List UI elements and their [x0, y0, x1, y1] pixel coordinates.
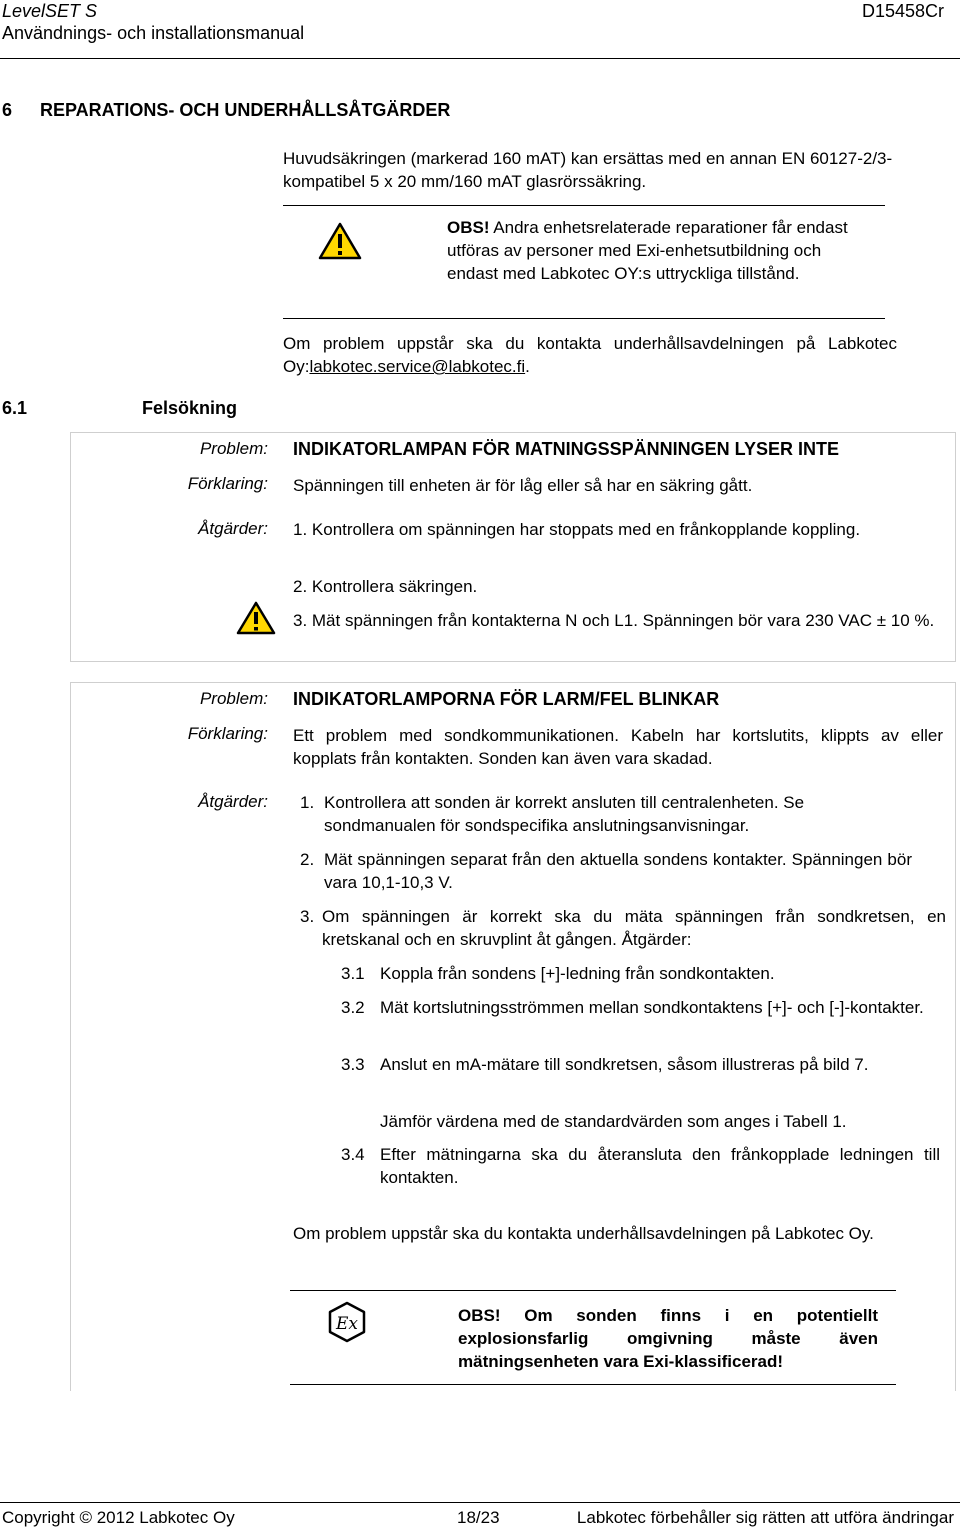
- ex-note-text: OBS! Om sonden finns i en potentiellt explosionsfarlig omgivning måste även mätningsenheten vara Exi-klassificerad!: [458, 1306, 878, 1371]
- problem-1-actions-label: Åtgärder:: [198, 519, 268, 538]
- warning-top-rule: [283, 205, 885, 206]
- problem-1-title: INDIKATORLAMPAN FÖR MATNINGSSPÄNNINGEN LYSER INTE: [293, 439, 840, 459]
- problem-1-action-1: 1. Kontrollera om spänningen har stoppats med en frånkopplande koppling.: [293, 520, 861, 539]
- ex-icon-text: Ex: [336, 1314, 358, 1334]
- footer-page-number: 18/23: [457, 1508, 500, 1527]
- subsection-number: 6.1: [2, 398, 28, 418]
- p2-step-3-3-note: Jämför värdena med de standardvärden som anges i Tabell 1.: [380, 1112, 847, 1131]
- warning-triangle-icon: [236, 601, 276, 635]
- ex-note-top-rule: [290, 1290, 896, 1291]
- warning-triangle-icon: [318, 222, 362, 260]
- contact-paragraph: [283, 332, 897, 378]
- p2-contact: Om problem uppstår ska du kontakta underhållsavdelningen på Labkotec Oy.: [293, 1224, 874, 1243]
- service-email-link[interactable]: labkotec.service@labkotec.fi: [309, 357, 526, 376]
- footer-rule: [0, 1502, 960, 1503]
- problem-2-explanation: Ett problem med sondkommunikationen. Kabeln har kortslutits, klippts av eller kopplats från kontakten. Sonden kan även vara skadad.: [293, 726, 943, 768]
- ex-hexagon-icon: [326, 1301, 368, 1343]
- document-id: D15458Cr: [861, 1, 944, 21]
- ex-note-bottom-rule: [290, 1384, 896, 1385]
- section-number: 6: [2, 100, 13, 120]
- p2-step-3-3-text: Anslut en mA-mätare till sondkretsen, såsom illustreras på bild 7.: [380, 1055, 869, 1074]
- subsection-title: Felsökning: [142, 398, 238, 418]
- warning-bottom-rule: [283, 318, 885, 319]
- warning-paragraph: [447, 216, 867, 285]
- p2-step-3-4-num: 3.4: [341, 1145, 365, 1164]
- footer-rights: Labkotec förbehåller sig rätten att utföra ändringar: [576, 1508, 954, 1527]
- problem-1-action-3: 3. Mät spänningen från kontakterna N och L1. Spänningen bör vara 230 VAC ± 10 %.: [293, 611, 935, 630]
- problem-2-title: INDIKATORLAMPORNA FÖR LARM/FEL BLINKAR: [293, 689, 720, 709]
- p2-step-3-2-num: 3.2: [341, 998, 365, 1017]
- p2-action-1-num: 1.: [300, 793, 315, 812]
- footer-copyright: Copyright © 2012 Labkotec Oy: [2, 1508, 235, 1527]
- p2-action-1-text: Kontrollera att sonden är korrekt ansluten till centralenheten. Se sondmanualen för sondspecifika anslutningsanvisningar.: [324, 793, 805, 835]
- header-rule: [0, 58, 960, 59]
- p2-step-3-4-text: Efter mätningarna ska du återansluta den frånkopplade ledningen till kontakten.: [380, 1145, 940, 1187]
- problem-2-actions-label: Åtgärder:: [198, 792, 268, 811]
- problem-2-box: [70, 682, 956, 1391]
- problem-1-explanation-label: Förklaring:: [187, 474, 268, 493]
- p2-action-3-num: 3.: [300, 907, 315, 926]
- p2-step-3-2-text: Mät kortslutningsströmmen mellan sondkontaktens [+]- och [-]-kontakter.: [380, 998, 924, 1017]
- problem-2-explanation-label: Förklaring:: [187, 724, 268, 743]
- document-subtitle: Användnings- och installationsmanual: [2, 23, 305, 43]
- section-title: REPARATIONS- OCH UNDERHÅLLSÅTGÄRDER: [40, 100, 451, 120]
- product-name: LevelSET S: [2, 1, 98, 21]
- p2-action-2-text: Mät spänningen separat från den aktuella sondens kontakter. Spänningen bör vara 10,1-10,3 V.: [324, 850, 912, 892]
- p2-step-3-1-num: 3.1: [341, 964, 365, 983]
- warning-text: Andra enhetsrelaterade reparationer får endast utföras av personer med Exi-enhetsutbildning och endast med Labkotec OY:s uttryckliga tillstånd.: [447, 218, 848, 283]
- p2-step-3-3-num: 3.3: [341, 1055, 365, 1074]
- problem-1-explanation: Spänningen till enheten är för låg eller så har en säkring gått.: [293, 476, 753, 495]
- problem-2-label: Problem:: [199, 689, 268, 708]
- problem-1-label: Problem:: [199, 439, 268, 458]
- contact-end: .: [525, 357, 530, 376]
- contact-text: Om problem uppstår ska du kontakta underhållsavdelningen på Labkotec Oy:: [283, 334, 897, 376]
- p2-action-2-num: 2.: [300, 850, 315, 869]
- fuse-paragraph: Huvudsäkringen (markerad 160 mAT) kan ersättas med en annan EN 60127-2/3-kompatibel 5 x 20 mm/160 mAT glasrörssäkring.: [283, 149, 893, 191]
- p2-action-3-text: Om spänningen är korrekt ska du mäta spänningen från sondkretsen, en kretskanal och en skruvplint åt gången. Åtgärder:: [322, 907, 946, 949]
- problem-1-action-2: 2. Kontrollera säkringen.: [293, 577, 478, 596]
- p2-step-3-1-text: Koppla från sondens [+]-ledning från sondkontakten.: [380, 964, 775, 983]
- warning-obs: OBS!: [447, 218, 490, 237]
